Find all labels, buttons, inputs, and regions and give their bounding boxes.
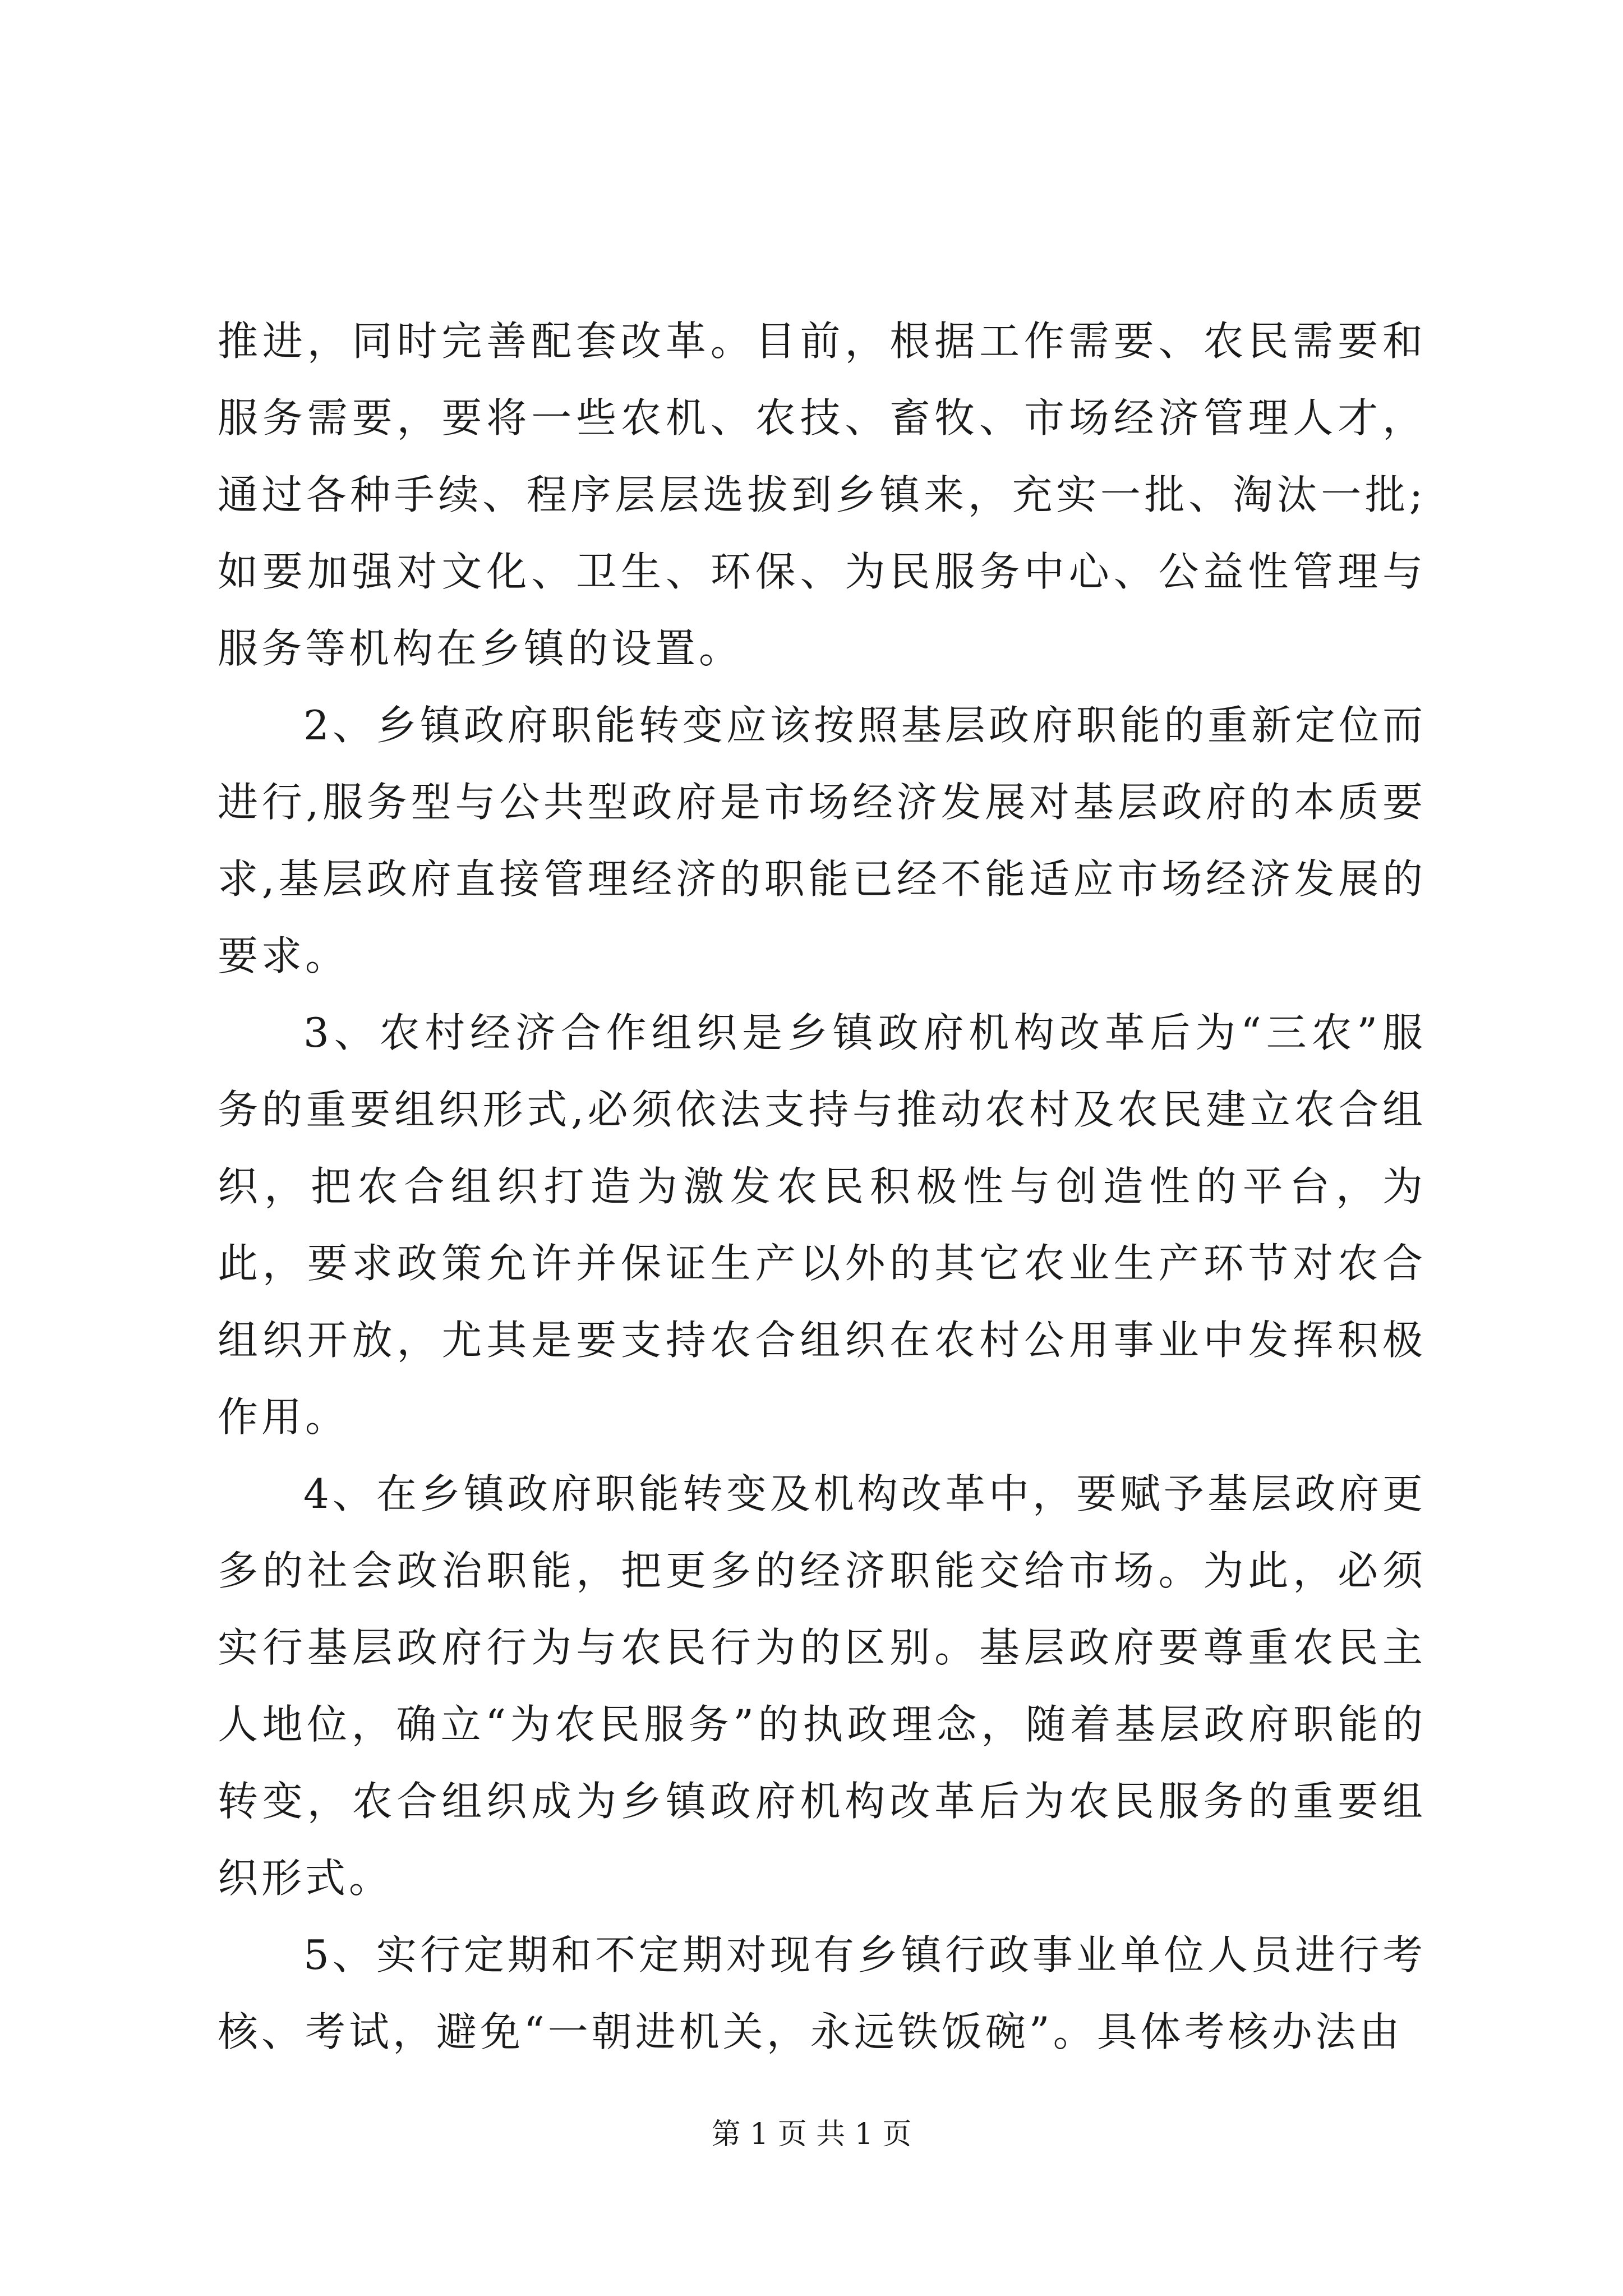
- paragraph-1: 推进，同时完善配套改革。目前，根据工作需要、农民需要和服务需要，要将一些农机、农技、畜牧、市场经济管理人才，通过各种手续、程序层层选拔到乡镇来，充实一批、淘汰一批;如要加强对文化、卫生、环保、为民服务中心、公益性管理与服务等机构在乡镇的设置。: [218, 318, 1426, 672]
- paragraph-2: 2、乡镇政府职能转变应该按照基层政府职能的重新定位而进行,服务型与公共型政府是市场经济发展对基层政府的本质要求,基层政府直接管理经济的职能已经不能适应市场经济发展的要求。: [218, 702, 1426, 979]
- page-footer: 第 1 页 共 1 页: [711, 2118, 912, 2151]
- paragraph-3: 3、农村经济合作组织是乡镇政府机构改革后为“三农”服务的重要组织形式,必须依法支持与推动农村及农民建立农合组织，把农合组织打造为激发农民积极性与创造性的平台，为此，要求政策允许并保证生产以外的其它农业生产环节对农合组织开放，尤其是要支持农合组织在农村公用事业中发挥积极作用。: [218, 1009, 1426, 1441]
- document-body: [218, 303, 1426, 2070]
- paragraph-5: 5、实行定期和不定期对现有乡镇行政事业单位人员进行考核、考试，避免“一朝进机关，永远铁饭碗”。具体考核办法由: [218, 1931, 1426, 2055]
- paragraph-4: 4、在乡镇政府职能转变及机构改革中，要赋予基层政府更多的社会政治职能，把更多的经济职能交给市场。为此，必须实行基层政府行为与农民行为的区别。基层政府要尊重农民主人地位，确立“为农民服务”的执政理念，随着基层政府职能的转变，农合组织成为乡镇政府机构改革后为农民服务的重要组织形式。: [218, 1470, 1426, 1902]
